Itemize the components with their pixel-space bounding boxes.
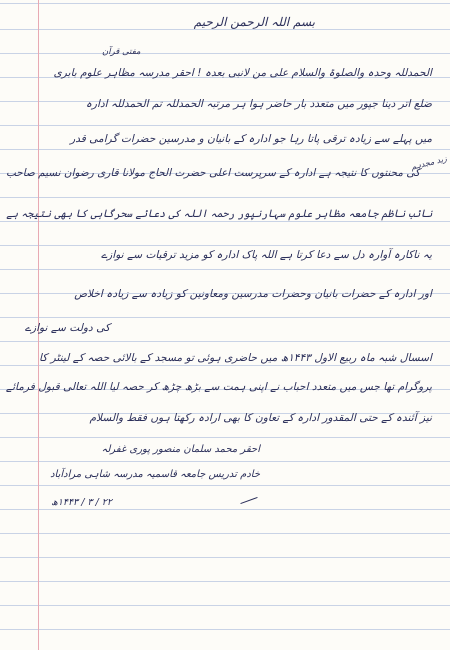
letter-line-2: ضلع اتر دینا جپور میں متعدد بار حاضر ہوا ہر مرتبہ الحمدللہ تم الحمدللہ ادارہ (85, 98, 432, 110)
signature-date: ۲۲ / ۳ / ۱۴۴۳ھ (51, 497, 112, 508)
signature-title: خادم تدریس جامعہ قاسمیہ مدرسہ شاہی مرادآباد (50, 469, 260, 480)
letter-line-4: کی محنتوں کا نتیجہ ہے ادارہ کے سرپرست اعلی حضرت الحاج مولانا قاری رضوان نسیم صاحب (6, 167, 420, 179)
insertion-above-line: مفتی قرآن (102, 47, 141, 57)
letter-line-5: نائب ناظم جامعہ مظاہر علوم سہارنپور رحمہ اللہ کی دعائے سحرگاہی کا بھی نتیجہ ہے (5, 208, 432, 220)
bismillah-heading: بسم اللہ الرحمن الرحیم (193, 15, 315, 29)
letter-line-11: نیز آئندہ کے حتی المقدور ادارہ کے تعاون کا بھی ارادہ رکھتا ہوں فقط والسلام (89, 412, 432, 424)
letter-line-8: کی دولت سے نوازے (24, 322, 110, 334)
letter-line-1: الحمدللہ وحدہ والصلوۃ والسلام علی من لانبی بعدہ ! احقر مدرسہ مظاہر علوم بابری (53, 67, 432, 79)
letter-line-6: یہ ناکارہ آوارہ دل سے دعا کرتا ہے اللہ پاک ادارہ کو مزید ترقیات سے نوازے (100, 249, 432, 261)
signature-flourish (240, 497, 257, 504)
signature-name: احقر محمد سلمان منصور پوری غفرلہ (101, 444, 260, 455)
letter-line-9: اسسال شبہ ماہ ربیع الاول ۱۴۴۳ھ میں حاضری ہوئی تو مسجد کے بالائی حصہ کے لینٹر کا (39, 352, 432, 364)
letter-line-7: اور ادارہ کے حضرات بانیان وحضرات مدرسین ومعاونین کو زیادہ سے زیادہ اخلاص (74, 288, 432, 300)
letter-line-10: پروگرام تھا جس میں متعدد احباب نے اپنی ہمت سے بڑھ چڑھ کر حصہ لیا اللہ تعالی قبول فرمائے (5, 381, 432, 393)
letter-line-3: میں پہلے سے زیادہ ترقی پاتا رہا جو ادارہ کے بانیان و مدرسین حضرات گرامی قدر (70, 133, 432, 145)
margin-note: زید مجدہم (409, 154, 448, 172)
